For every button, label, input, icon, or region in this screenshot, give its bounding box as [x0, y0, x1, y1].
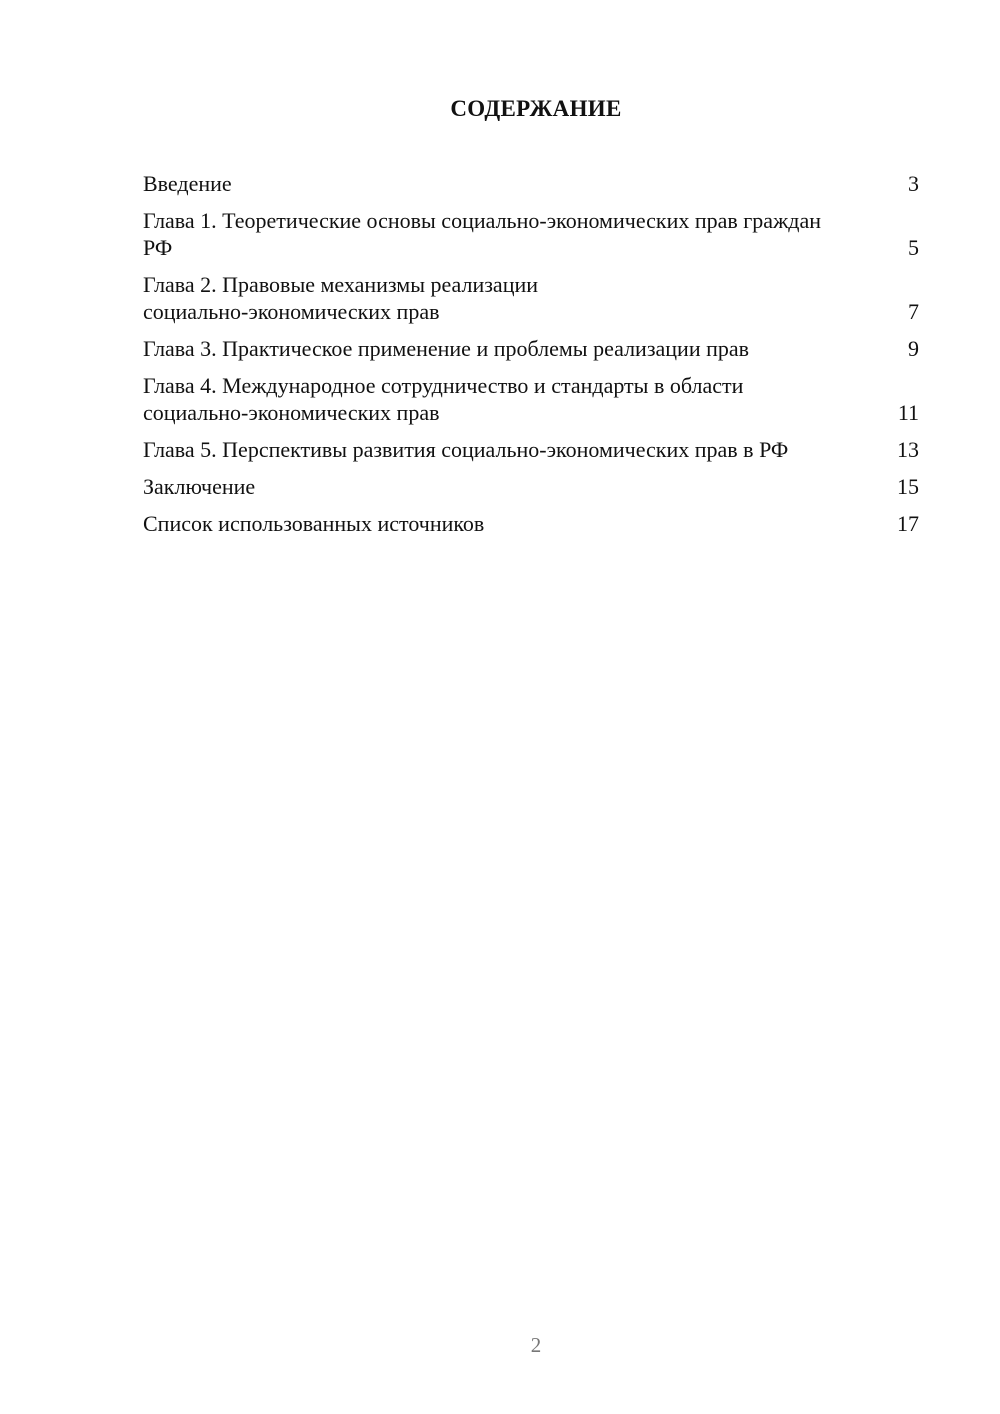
toc-entry-title: Глава 4. Международное сотрудничество и стандарты в области социально-экономических прав [143, 373, 744, 425]
toc-entry-chapter-4[interactable] [143, 372, 919, 426]
toc-entry-page: 11 [897, 400, 919, 425]
toc-entry-chapter-1[interactable] [143, 207, 919, 261]
toc-entry-title: Глава 5. Перспективы развития социально-экономических прав в РФ [143, 437, 789, 462]
toc-entry-page: 7 [908, 299, 919, 324]
toc-entry-title: Список использованных источников [143, 511, 485, 536]
toc-entry-title: Глава 3. Практическое применение и проблемы реализации прав [143, 336, 750, 361]
toc-entry-chapter-3[interactable] [143, 335, 919, 362]
toc-entry-page: 5 [908, 235, 919, 260]
toc-entry-page: 9 [908, 336, 919, 361]
toc-entry-chapter-2[interactable] [143, 271, 919, 325]
toc-entry-conclusion[interactable] [143, 473, 919, 500]
page-number: 2 [530, 1333, 542, 1357]
toc-entry-introduction[interactable] [143, 170, 919, 197]
page-title: СОДЕРЖАНИЕ [450, 96, 622, 121]
toc-entry-page: 3 [908, 171, 919, 196]
toc-entry-title: Заключение [143, 474, 256, 499]
toc-entry-title: Глава 2. Правовые механизмы реализации социально-экономических прав [143, 272, 539, 324]
table-of-contents [143, 170, 919, 547]
toc-entry-chapter-5[interactable] [143, 436, 919, 463]
toc-entry-page: 13 [897, 437, 919, 462]
toc-entry-page: 17 [897, 511, 919, 536]
toc-entry-title: Глава 1. Теоретические основы социально-экономических прав граждан РФ [143, 208, 822, 260]
toc-entry-title: Введение [143, 171, 232, 196]
toc-entry-page: 15 [897, 474, 919, 499]
toc-entry-references[interactable] [143, 510, 919, 537]
